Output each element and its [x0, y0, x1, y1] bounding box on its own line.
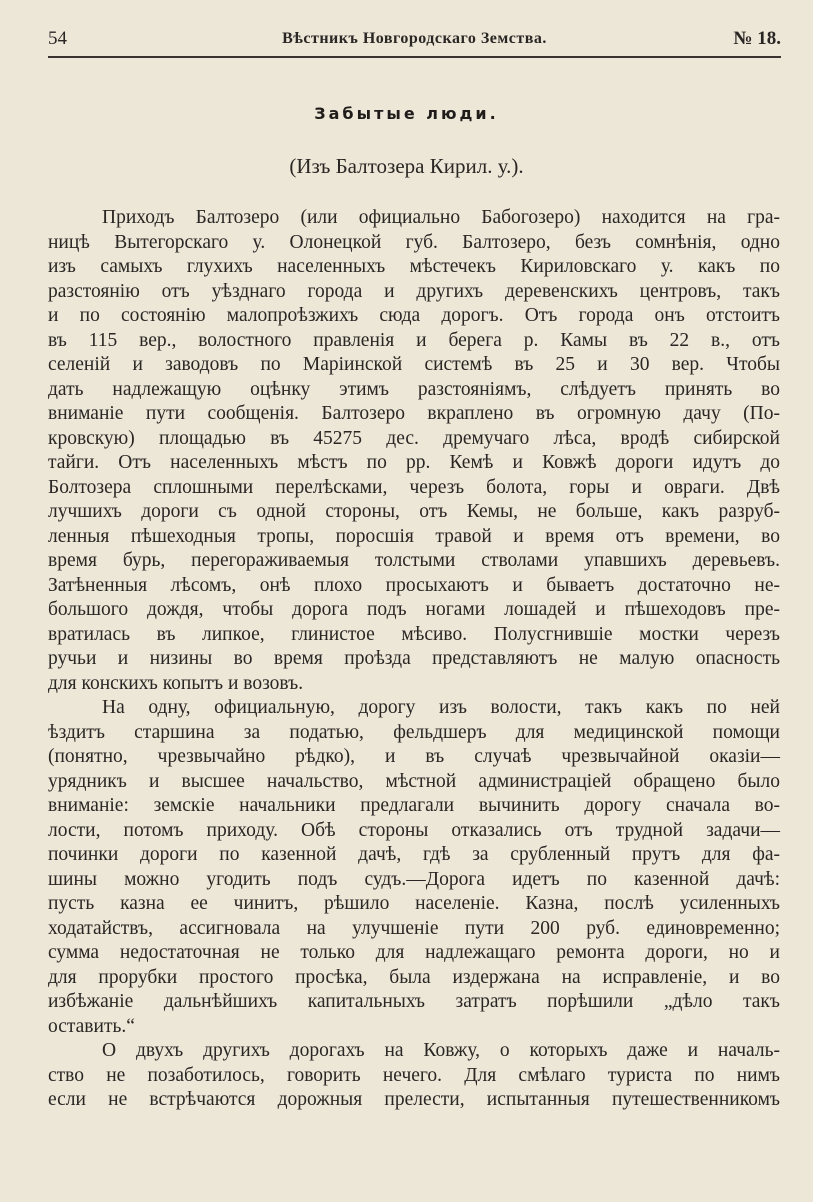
- text-line: большого дождя, чтобы дорога подъ ногами лошадей и пѣшеходовъ пре-: [48, 599, 780, 620]
- text-line: изъ самыхъ глухихъ населенныхъ мѣстечекъ Кириловскаго у. какъ по: [48, 256, 780, 277]
- text-line: О двухъ другихъ дорогахъ на Ковжу, о которыхъ даже и началь-: [102, 1040, 780, 1061]
- text-line: для прорубки простого просѣка, была издержана на исправленіе, и во: [48, 966, 780, 988]
- page-header: [48, 22, 781, 58]
- journal-title: Вѣстникъ Новгородскаго Земства.: [282, 30, 547, 47]
- text-line: ѣздитъ старшина за податью, фельдшеръ для медицинской помощи: [48, 721, 780, 743]
- text-line: починки дороги по казенной дачѣ, гдѣ за срубленный прутъ для фа-: [48, 844, 780, 865]
- text-line: тайги. Отъ населенныхъ мѣстъ по рр. Кемѣ и Ковжѣ дороги идутъ до: [48, 452, 780, 473]
- page-number: 54: [48, 28, 67, 49]
- text-line: въ 115 вер., волостного правленія и берега р. Камы въ 22 в., отъ: [48, 329, 780, 351]
- text-line: ходатайствъ, ассигновала на улучшеніе пути 200 руб. единовременно;: [48, 917, 780, 939]
- text-line: лости, потомъ приходу. Обѣ стороны отказались отъ трудной задачи—: [48, 819, 780, 841]
- text-line: пусть казна ее чинитъ, рѣшило населеніе. Казна, послѣ усиленныхъ: [48, 893, 780, 914]
- text-line: разстоянію отъ уѣзднаго города и другихъ деревенскихъ центровъ, такъ: [48, 280, 780, 302]
- text-line: вниманіе пути сообщенія. Балтозеро вкраплено въ огромную дачу (По-: [48, 403, 780, 424]
- text-line: если не встрѣчаются дорожныя прелести, испытанныя путешественникомъ: [48, 1089, 780, 1110]
- text-line: урядникъ и высшее начальство, мѣстной администраціей обращено было: [48, 770, 780, 792]
- text-line: для конскихъ копытъ и возовъ.: [48, 672, 304, 694]
- text-line: ленныя пѣшеходныя тропы, поросшія травой и время отъ времени, во: [48, 525, 780, 547]
- text-line: время бурь, перегораживаемыя толстыми стволами упавшихъ деревьевъ.: [48, 550, 780, 571]
- text-line: ручьи и низины во время проѣзда представляютъ не малую опасность: [48, 648, 780, 669]
- text-line: ницѣ Вытегорскаго у. Олонецкой губ. Балтозеро, безъ сомнѣнія, одно: [48, 231, 780, 253]
- text-line: вратилась въ липкое, глинистое мѣсиво. Полусгнившіе мостки черезъ: [48, 623, 780, 645]
- article-body: [48, 206, 780, 1113]
- text-line: шины можно угодить подъ судъ.—Дорога идетъ по казенной дачѣ:: [48, 868, 780, 890]
- text-line: селеній и заводовъ по Маріинской системѣ въ 25 и 30 вер. Чтобы: [48, 354, 780, 375]
- article-subtitle: (Изъ Балтозера Кирил. у.).: [289, 154, 524, 178]
- text-line: дать надлежащую оцѣнку этимъ разстояніямъ, слѣдуетъ принять во: [48, 378, 780, 400]
- text-line: Затѣненныя лѣсомъ, онѣ плохо просыхаютъ и бываетъ достаточно не-: [48, 574, 780, 596]
- text-line: (понятно, чрезвычайно рѣдко), и въ случаѣ чрезвычайной оказіи—: [48, 746, 780, 767]
- text-line: лучшихъ дороги съ одной стороны, отъ Кемы, не больше, какъ разруб-: [48, 501, 780, 522]
- issue-number: № 18.: [733, 28, 781, 49]
- text-line: вниманіе: земскіе начальники предлагали вычинить дорогу сначала во-: [48, 795, 780, 816]
- text-line: и по состоянію малопроѣзжихъ сюда дорогъ. Отъ города онъ отстоитъ: [48, 305, 780, 326]
- text-line: ство не позаботилось, говорить нечего. Для смѣлаго туриста по нимъ: [48, 1064, 780, 1086]
- text-line: На одну, официальную, дорогу изъ волости, такъ какъ по ней: [102, 697, 780, 718]
- article-title: Забытые люди.: [314, 104, 499, 123]
- text-line: избѣжаніе дальнѣйшихъ капитальныхъ затратъ порѣшили „дѣло такъ: [48, 991, 780, 1012]
- text-line: кровскую) площадью въ 45275 дес. дремучаго лѣса, вродѣ сибирской: [48, 427, 780, 449]
- text-line: сумма недостаточная не только для надлежащаго ремонта дороги, но и: [48, 942, 780, 963]
- text-line: Болтозера сплошными перелѣсками, черезъ болота, горы и овраги. Двѣ: [48, 476, 780, 498]
- text-line: оставить.“: [48, 1015, 135, 1037]
- text-line: Приходъ Балтозеро (или официально Бабогозеро) находится на гра-: [102, 207, 780, 228]
